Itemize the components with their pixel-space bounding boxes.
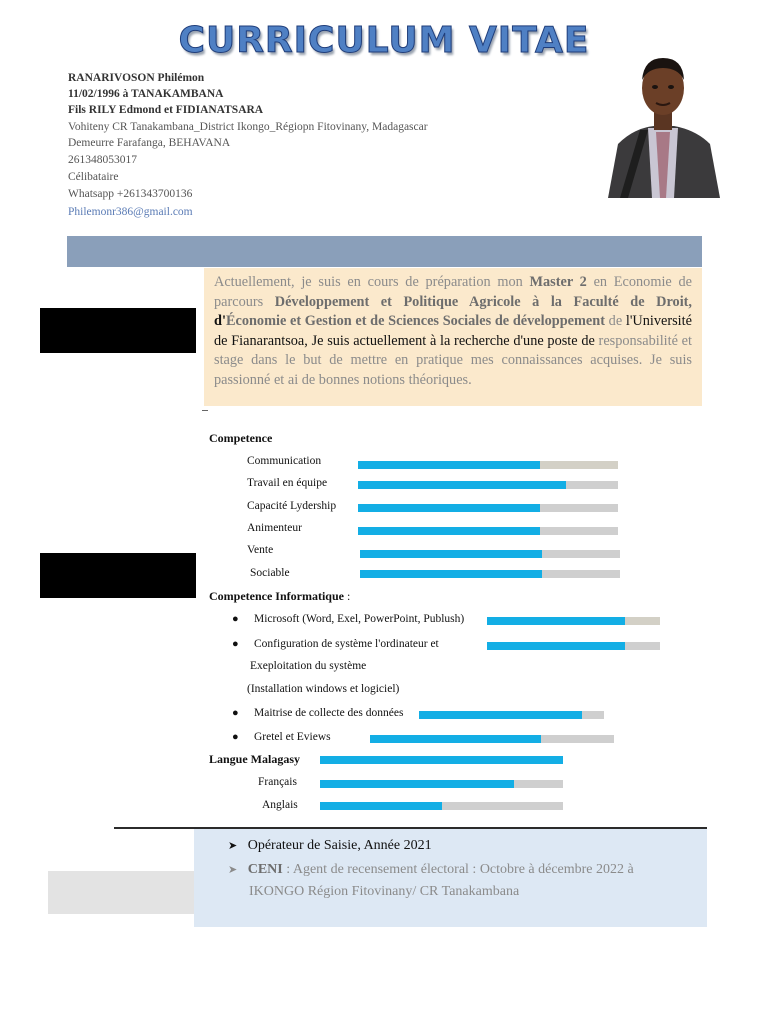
experience-item-cont: IKONGO Région Fitovinany/ CR Tanakambana (249, 884, 520, 899)
redacted-label-profile (40, 308, 196, 353)
skill-label: Vente (247, 544, 274, 556)
experience-item: ➤ Opérateur de Saisie, Année 2021 (228, 838, 432, 853)
skill-bar (360, 550, 620, 558)
bullet: ● (232, 707, 239, 719)
it-skill-label: Maitrise de collecte des données (254, 707, 404, 719)
bullet: ● (232, 638, 239, 650)
language-bar (320, 756, 563, 764)
skill-bar (360, 570, 620, 578)
profile-photo (604, 40, 722, 198)
birth-info: 11/02/1996 à TANAKAMBANA (68, 88, 224, 100)
cv-title: CURRICULUM VITAE (178, 20, 590, 61)
skill-label: Travail en équipe (247, 477, 328, 489)
parents-info: Fils RILY Edmond et FIDIANATSARA (68, 104, 264, 116)
language-bar (320, 802, 563, 810)
residence: Demeurre Farafanga, BEHAVANA (68, 137, 231, 149)
bullet: ● (232, 731, 239, 743)
it-skill-bar (487, 642, 660, 650)
email-link[interactable]: Philemonr386@gmail.com (68, 206, 193, 218)
experience-label-box (48, 871, 194, 914)
full-name: RANARIVOSON Philémon (68, 72, 205, 84)
it-skill-bar (419, 711, 604, 719)
it-heading: Competence Informatique : (209, 589, 351, 603)
language-bar (320, 780, 563, 788)
divider-mark (202, 410, 208, 411)
redacted-label-skills (40, 553, 196, 598)
it-skill-label-cont: (Installation windows et logiciel) (247, 683, 400, 695)
experience-item: ➤ CENI : Agent de recensement électoral : Octobre à décembre 2022 à (228, 862, 634, 877)
address: Vohiteny CR Tanakambana_District Ikongo_Régiopn Fitovinany, Madagascar (68, 121, 428, 133)
skill-bar (358, 481, 618, 489)
skill-label: Animenteur (247, 522, 302, 534)
language-label: Langue Malagasy (209, 752, 301, 766)
language-label: Français (258, 776, 297, 788)
skill-bar (358, 527, 618, 535)
it-skill-bar (487, 617, 660, 625)
arrow-bullet-icon: ➤ (228, 863, 238, 876)
bullet: ● (232, 613, 239, 625)
section-band (67, 236, 702, 267)
it-skill-label: Gretel et Eviews (254, 731, 331, 743)
it-skill-bar (370, 735, 614, 743)
marital-status: Célibataire (68, 171, 119, 183)
skill-label: Communication (247, 455, 322, 467)
competence-heading: Competence (209, 431, 273, 445)
language-label: Anglais (262, 799, 298, 811)
skill-bar (358, 504, 618, 512)
profile-summary: Actuellement, je suis en cours de préparation mon Master 2 en Economie de parcours Développement et Politique Agricole à la Faculté de Droit, d'Économie et Gestion et de Sciences Sociales de développement de l'Université de Fianarantsoa, Je suis actuellement à la recherche d'une poste de responsabilité et stage dans le but de mettre en pratique mes connaissances acquises. Je suis passionné et ai de bonnes notions théoriques. (214, 274, 693, 388)
whatsapp: Whatsapp +261343700136 (68, 188, 193, 200)
skill-bar (358, 461, 618, 469)
skill-label: Sociable (250, 567, 290, 579)
arrow-bullet-icon: ➤ (228, 839, 238, 852)
phone: 261348053017 (68, 154, 137, 166)
it-skill-label: Configuration de système l'ordinateur et (254, 638, 439, 650)
it-skill-label-cont: Exeploitation du système (250, 660, 367, 672)
skill-label: Capacité Lydership (247, 500, 337, 512)
it-skill-label: Microsoft (Word, Exel, PowerPoint, Publush) (254, 613, 465, 625)
